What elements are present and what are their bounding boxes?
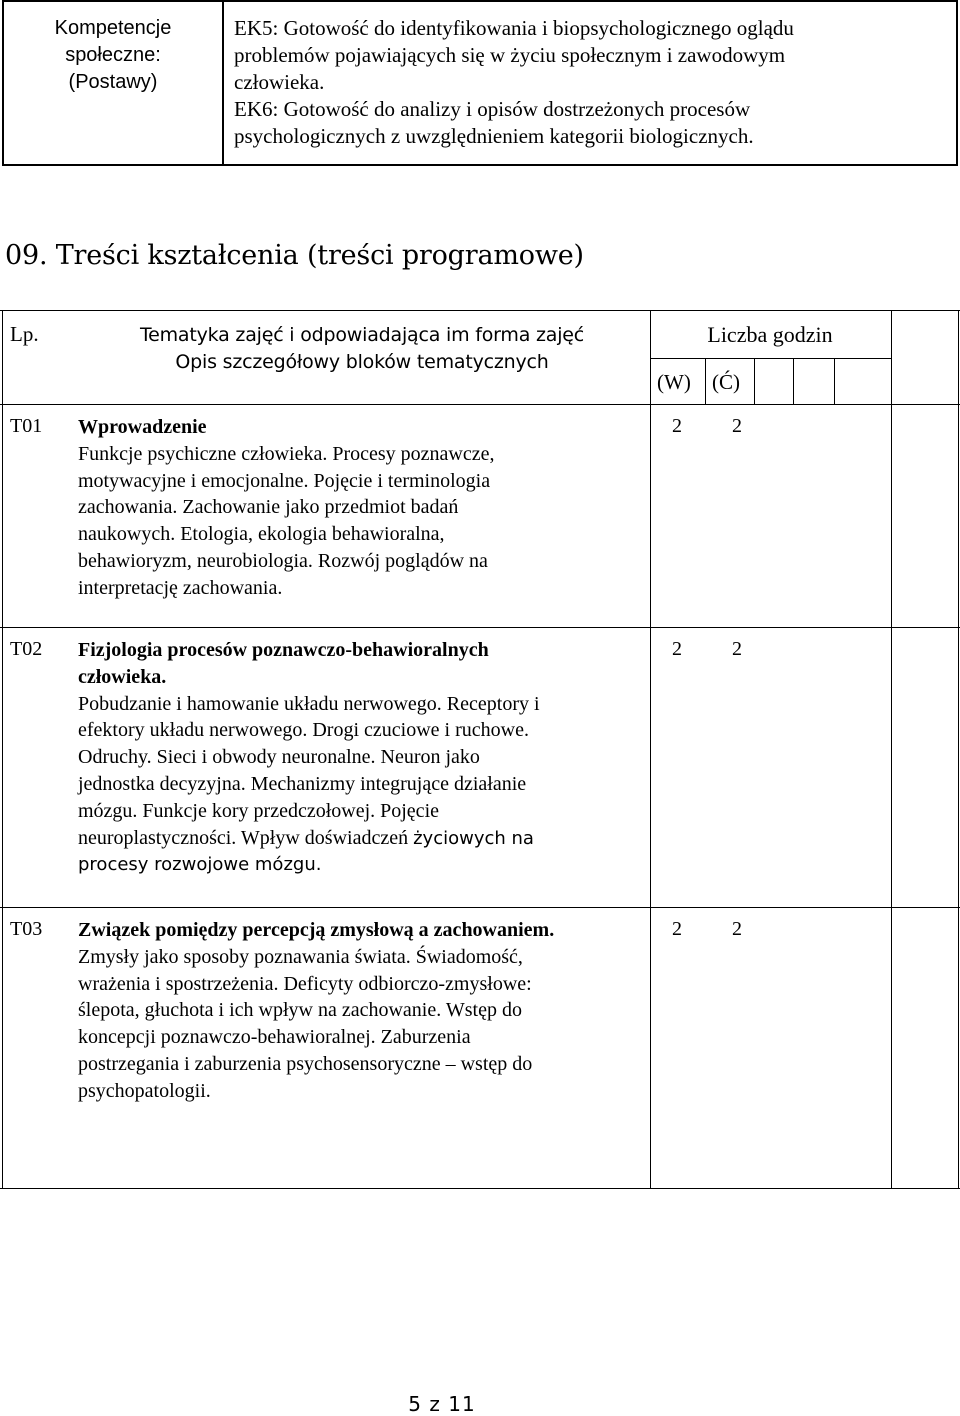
row-exercise-hours: 2 — [732, 638, 742, 660]
hours-subcolumn-divider — [705, 358, 706, 405]
hours-header-divider — [651, 358, 891, 359]
row-lecture-hours: 2 — [672, 415, 682, 437]
competence-label — [3, 1, 223, 165]
row-line: zachowania. Zachowanie jako przedmiot badań — [78, 496, 459, 519]
header-topic-line: Opis szczegółowy bloków tematycznych — [175, 351, 549, 373]
header-exercise-hours: (Ć) — [712, 370, 740, 394]
section-title: 09. Treści kształcenia (treści programowe) — [5, 240, 584, 271]
header-topic — [75, 322, 649, 376]
table-top-border — [0, 310, 960, 311]
row-line-part: neuroplastyczności. Wpływ doświadczeń — [78, 826, 414, 849]
hours-subcolumn-divider — [793, 358, 794, 405]
row-line: Odruchy. Sieci i obwody neuronalne. Neuron jako — [78, 746, 480, 769]
table-bottom-border — [0, 1188, 960, 1189]
hours-right-divider — [891, 310, 892, 1189]
header-lecture-hours: (W) — [657, 370, 691, 394]
row-line: naukowych. Etologia, ekologia behawioralna, — [78, 523, 445, 546]
competence-line: EK5: Gotowość do identyfikowania i biopsychologicznego oglądu — [234, 16, 794, 40]
row-title: człowieka. — [78, 665, 167, 688]
competence-label-line: społeczne: — [65, 44, 161, 66]
row-exercise-hours: 2 — [732, 415, 742, 437]
row-content — [78, 917, 646, 1105]
row-line: Pobudzanie i hamowanie układu nerwowego. Receptory i — [78, 692, 540, 715]
row-line-part: życiowych na — [413, 827, 534, 849]
row-line: mózgu. Funkcje kory przedczołowej. Pojęcie — [78, 799, 439, 822]
row-id: T03 — [10, 918, 43, 940]
row-title: Związek pomiędzy percepcją zmysłową a zachowaniem. — [78, 919, 555, 941]
topic-hours-divider — [650, 310, 651, 1189]
row-line: behawioryzm, neurobiologia. Rozwój poglądów na — [78, 549, 488, 572]
row-line: procesy rozwojowe mózgu. — [78, 854, 322, 876]
row-content — [78, 414, 646, 602]
row-id: T01 — [10, 415, 43, 437]
hours-subcolumn-divider — [754, 358, 755, 405]
row-divider — [0, 907, 960, 908]
row-divider — [0, 627, 960, 628]
competence-line: człowieka. — [234, 70, 325, 94]
row-exercise-hours: 2 — [732, 918, 742, 940]
row-line: interpretację zachowania. — [78, 576, 283, 599]
row-id: T02 — [10, 638, 43, 660]
competence-label-line: (Postawy) — [68, 71, 158, 93]
row-line: koncepcji poznawczo-behawioralnej. Zaburzenia — [78, 1026, 471, 1049]
row-title: Fizjologia procesów poznawczo-behawioralnych — [78, 639, 489, 661]
hours-subcolumn-divider — [834, 358, 835, 405]
table-right-border — [958, 310, 959, 1189]
row-line: wrażenia i spostrzeżenia. Deficyty odbiorczo-zmysłowe: — [78, 972, 532, 995]
row-line: Funkcje psychiczne człowieka. Procesy poznawcze, — [78, 442, 495, 465]
page-number: 5 z 11 — [408, 1392, 476, 1416]
competence-table — [2, 0, 958, 166]
row-line: jednostka decyzyjna. Mechanizmy integrujące działanie — [78, 772, 527, 795]
row-lecture-hours: 2 — [672, 918, 682, 940]
row-line — [78, 825, 646, 853]
row-line: Zmysły jako sposoby poznawania świata. Świadomość, — [78, 945, 523, 968]
row-line: psychopatologii. — [78, 1079, 211, 1102]
header-hours: Liczba godzin — [707, 322, 833, 347]
row-line: efektory układu nerwowego. Drogi czuciowe i ruchowe. — [78, 719, 529, 742]
header-lp: Lp. — [10, 322, 39, 346]
row-line: ślepota, głuchota i ich wpływ na zachowanie. Wstęp do — [78, 999, 522, 1022]
row-content — [78, 637, 646, 879]
competence-description — [223, 1, 957, 165]
header-topic-line: Tematyka zajęć i odpowiadająca im forma zajęć — [139, 324, 585, 346]
competence-line: EK6: Gotowość do analizy i opisów dostrzeżonych procesów — [234, 97, 751, 121]
row-title: Wprowadzenie — [78, 416, 207, 438]
row-line: motywacyjne i emocjonalne. Pojęcie i terminologia — [78, 469, 491, 492]
competence-line: problemów pojawiających się w życiu społecznym i zawodowym — [234, 43, 786, 67]
table-left-border — [2, 310, 3, 1189]
row-lecture-hours: 2 — [672, 638, 682, 660]
header-bottom-border — [0, 404, 960, 405]
competence-label-line: Kompetencje — [54, 17, 172, 39]
competence-line: psychologicznych z uwzględnieniem kategorii biologicznych. — [234, 124, 754, 148]
row-line: postrzegania i zaburzenia psychosensoryczne – wstęp do — [78, 1052, 533, 1075]
